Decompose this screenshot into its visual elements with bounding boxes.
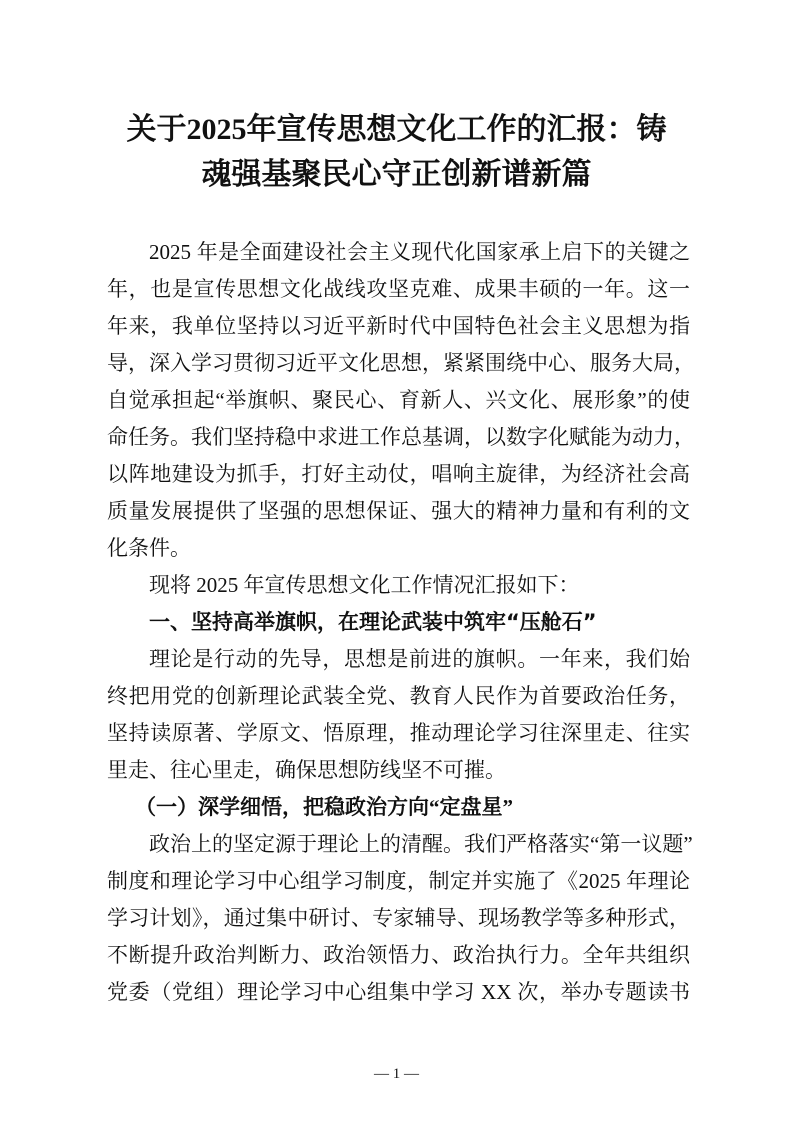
text-line: 年，也是宣传思想文化战线攻坚克难、成果丰硕的一年。这一 (107, 277, 690, 301)
subsection-heading (107, 789, 690, 826)
text-line: 终把用党的创新理论武装全党、教育人民作为首要政治任务， (107, 684, 690, 708)
title-line-2: 魂强基聚民心守正创新谱新篇 (201, 158, 592, 191)
text-line: 里走、往心里走，确保思想防线坚不可摧。 (107, 758, 506, 782)
text-line: 命任务。我们坚持稳中求进工作总基调，以数字化赋能为动力， (107, 425, 695, 449)
text-line: 年来，我单位坚持以习近平新时代中国特色社会主义思想为指 (107, 314, 690, 338)
text-line: 学习计划》，通过集中研讨、专家辅导、现场教学等多种形式， (107, 906, 690, 930)
text-line: 坚持读原著、学原文、悟原理，推动理论学习往深里走、往实 (107, 721, 690, 745)
text-line: 2025 年是全面建设社会主义现代化国家承上启下的关键之 (149, 240, 690, 264)
text-line: 导，深入学习贯彻习近平文化思想，紧紧围绕中心、服务大局， (107, 351, 695, 375)
text-line: （一）深学细悟，把稳政治方向“定盘星” (135, 795, 513, 819)
text-line: 政治上的坚定源于理论上的清醒。我们严格落实“第一议题” (149, 832, 693, 856)
text-line: 现将 2025 年宣传思想文化工作情况汇报如下： (149, 573, 580, 597)
document-body (107, 234, 695, 1011)
paragraph (107, 234, 695, 567)
text-line: 质量发展提供了坚强的思想保证、强大的精神力量和有利的文 (107, 499, 690, 523)
paragraph (107, 826, 693, 1011)
text-line: 以阵地建设为抓手，打好主动仗，唱响主旋律，为经济社会高 (107, 462, 690, 486)
page-number: — 1 — (374, 1066, 419, 1082)
text-line: 理论是行动的先导，思想是前进的旗帜。一年来，我们始 (149, 647, 690, 671)
text-line: 化条件。 (107, 536, 191, 560)
section-heading (107, 604, 690, 641)
text-line: 自觉承担起“举旗帜、聚民心、育新人、兴文化、展形象”的使 (107, 388, 690, 412)
text-line: 党委（党组）理论学习中心组集中学习 XX 次，举办专题读书 (107, 980, 690, 1004)
document-title (60, 107, 733, 197)
paragraph (107, 567, 690, 604)
text-line: 制度和理论学习中心组学习制度，制定并实施了《2025 年理论 (107, 869, 690, 893)
text-line: 一、坚持高举旗帜，在理论武装中筑牢“压舱石” (149, 610, 597, 634)
title-line-1: 关于2025年宣传思想文化工作的汇报：铸 (126, 113, 667, 146)
paragraph (107, 641, 690, 789)
text-line: 不断提升政治判断力、政治领悟力、政治执行力。全年共组织 (107, 943, 690, 967)
